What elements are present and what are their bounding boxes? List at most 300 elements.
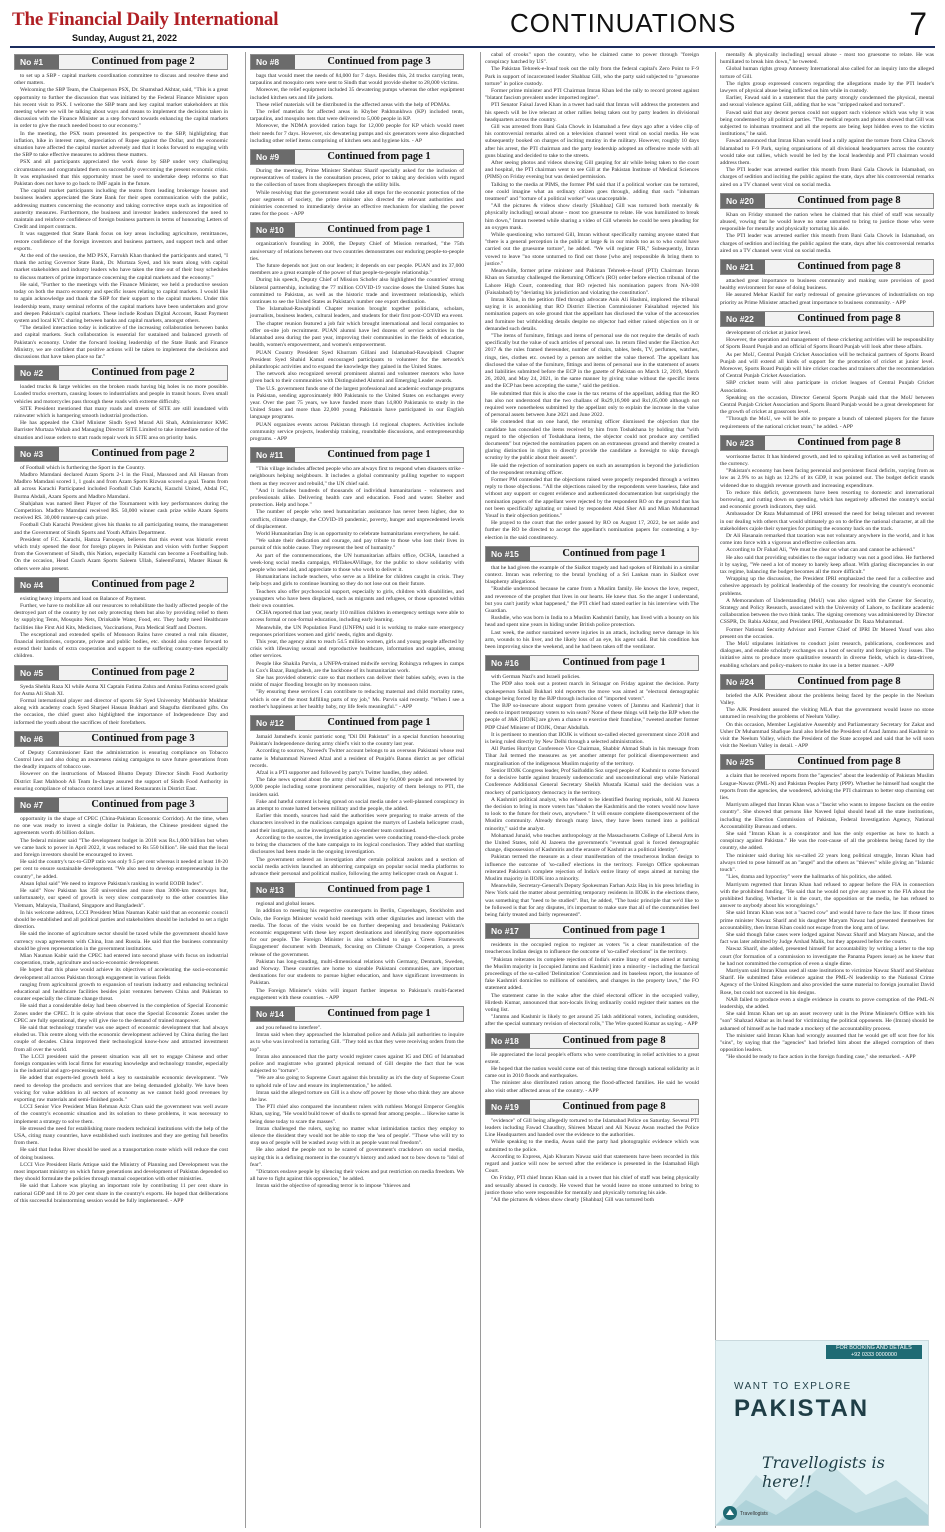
article-paragraph: The future depends not just on our leaders; it depends on our people. PUAN and its 37,000 members are a great example of the power of that people-to-people relationship." bbox=[250, 263, 464, 277]
article-paragraph: Meanwhile, the UN Population Fund (UNFPA) said it is working to make sure emergency responses prioritizes women and girls' needs, rights and dignity. bbox=[250, 624, 464, 638]
article-paragraph: He appreciated the local people's efforts who were contributing in relief activities to a great extent. bbox=[485, 1051, 699, 1065]
article-paragraph: The minister said Imran Khan had wrongly assumed that he would get off scot free for his "sins", by saying that the "agencies" had briefed him about the alleged corruption of then opposition leaders. bbox=[720, 1032, 934, 1054]
continued-from-label: Continued from page 8 bbox=[797, 756, 901, 768]
continuation-header bbox=[250, 222, 464, 238]
article-paragraph: The MoU stipulates initiatives to conduct joint research, publications, conferences and dialogues, and enable scholarly exchanges on a host of security and foreign policy issues. The initiative aims to produce more qualitative research in diverse fields, which is data-driven, enabling scholars and policy-makers to make its use in a better manner. - APP bbox=[720, 641, 934, 669]
article-paragraph: The relief materials for affected areas in Khyber Pakhtunkhwa (KP) included tents, tarpaulins, and mosquito nets that were delivered to 5,000 people in KP. bbox=[250, 109, 464, 123]
article-paragraph: The statement came in the wake after the chief electoral officer in the occupied valley, Hirdesh Kumar, announced that non-locals living ordinarily could register their names on the voting list. bbox=[485, 992, 699, 1013]
article-paragraph: The PTI chief also compared the incumbent rulers with ruthless Mongol Emperor Genghis Khan, saying, "He would build tower of skulls to spread fear among people.... likewise same is being done today to scare the masses". bbox=[250, 1104, 464, 1125]
article-paragraph: He said" Now Pakistan has 350 universities and more than 3000-km motorways but, unfortunately, our speed of growth is very slow comparatively to the other countries like Vietnam, Malaysia, Thailand, Singapore and Bangladesh". bbox=[14, 888, 228, 909]
article-paragraph: She said though false cases were lodged against Nawaz Sharif and Maryam Nawaz, and the fact was later admitted by Judge Arshad Malik, but they appeared before the courts. bbox=[720, 931, 934, 946]
article-paragraph: According to sources, Naveed's Twitter account belongs to an overseas Pakistani whose real name is Muhammad Naveed Afzal and a resident of Punjab's Bannu district as per official records. bbox=[250, 748, 464, 769]
article-paragraph: He said that Indus River should be used as a transportation route which will reduce the cost of doing business. bbox=[14, 1147, 228, 1161]
continuation-header bbox=[250, 715, 464, 731]
article-paragraph: mentally & physically including] sexual abuse - most too gruesome to relate. He was humiliated to break him down," he tweeted. bbox=[720, 52, 934, 66]
article-paragraph: cabal of crooks" upon the country, who he claimed came to power through "foreign conspiracy hatched by US". bbox=[485, 52, 699, 66]
continued-from-label: Continued from page 8 bbox=[797, 312, 901, 324]
article-paragraph: SBP cricket team will also participate in cricket leagues of Central Punjab Cricket Association. bbox=[720, 380, 934, 394]
continued-article bbox=[720, 674, 934, 751]
article-paragraph: Khan on Friday stunned the nation when he claimed that his chief of staff was sexually abused, vowing that he would leave no stone unturned to bring to justice those who were responsible for mentally and physically torturing his aide. bbox=[720, 211, 934, 233]
article-paragraph: Jamaid Jamshed's iconic patriotic song "Dil Dil Pakistan" in a special function honouring Pakistan's Independence during army chief's visit to the country last year. bbox=[250, 734, 464, 748]
continued-from-label: Continued from page 1 bbox=[327, 884, 431, 896]
continued-article bbox=[14, 797, 228, 1205]
article-paragraph: This year, the agency aims to reach 54.5 million women, girls and young people affected by crisis with lifesaving sexual and reproductive healthcare, information and supplies, among other services. bbox=[250, 639, 464, 660]
article-paragraph: While questioning who tortured Gill, Imran without specifically naming anyone stated that "there is a general perception in the public at large & in our minds too as to who could have carried out the gruesome torture", he added. "We will register FIR," Subsequently, Imran vowed to leave "no stone unturned to find out those [who are] responsible & bring them to justice." bbox=[485, 232, 699, 267]
continued-article bbox=[720, 754, 934, 1061]
continued-article bbox=[485, 1099, 699, 1204]
continued-article bbox=[720, 52, 934, 189]
article-paragraph: "He should be ready to face action in the foreign funding case," she remarked. - APP bbox=[726, 1054, 916, 1061]
article-paragraph: Syeda Shehla Raza XI while Asma XI Captain Fatima Zahra and Amina Fatima scored goals for Asma Ali Shah XI. bbox=[14, 683, 228, 697]
article-paragraph: "Pakistan's economy has been facing perennial and persistent fiscal deficits, varying from as low as 2.9% to as high as 12.2% of its GDP, it was pointed out. The budget deficit stands widened due to sluggish revenue growth and increasing expenditure. bbox=[720, 468, 934, 489]
article-paragraph: The minister also distributed ration among the flood-affected families. He said he would also visit other affected areas of the country. - APP bbox=[485, 1080, 699, 1094]
column-2 bbox=[245, 52, 466, 1528]
continuation-header bbox=[14, 665, 228, 681]
article-paragraph: Senior IIOJK Congress leader, Prof Saifuddin Soz urged people of Kashmir to come forward for a decisive battle against brazenly undemocratic and unconstitutional step while National Conference Additional General Secretary Sheikh Mustafa Kamal said the decision was a mockery of participatory democracy in the territory. bbox=[485, 767, 699, 796]
article-paragraph: "Rushdie understood because he came from a Muslim family. He knows the love, respect, and reverence of the prophet that lives in our hearts. He knew that. So the anger I understand, but you can't justify what happened," the PTI chief had stated earlier in his interview with The Guardian. bbox=[485, 586, 699, 615]
continuation-header bbox=[485, 546, 699, 562]
article-paragraph: Wrapping up the discussion, the President IPRI emphasized the need for a collective and cohesive approach by political leadership of the country for resolving the country's economic problems. bbox=[720, 576, 934, 597]
article-number: No #4 bbox=[15, 578, 59, 592]
article-number: No #7 bbox=[15, 798, 59, 812]
article-paragraph: World Humanitarian Day is an opportunity to celebrate humanitarians everywhere, he said. bbox=[256, 530, 460, 537]
article-paragraph: of Football which is furthering the Sport in the Country. bbox=[20, 464, 146, 471]
article-paragraph: PUAN organizes events across Pakistan through 14 regional chapters. Activities include community service projects, leadership training, roundtable discussions, and entrepreneurship programs. - APP bbox=[250, 421, 464, 442]
continued-from-label: Continued from page 1 bbox=[562, 657, 666, 669]
issue-date: Sunday, August 21, 2022 bbox=[72, 33, 178, 43]
article-paragraph: It was suggested that State Bank focus on key areas including agriculture, remittances, restore confidence of the foreign investors and business partners, and support tech and other exports. bbox=[14, 231, 228, 252]
article-number: No #21 bbox=[721, 260, 765, 274]
article-paragraph: PSX and all participants appreciated the work done by SBP under very challenging circumstances and congratulated them on successfully overcoming the present economic crisis. It was emphasised that this opportunity must be used to undertake deep reforms so that Pakistan does not have to go back to IMF again in the future. bbox=[14, 159, 228, 188]
article-paragraph: Football Club Karachi President gives his thanks to all participating teams, the management and the Government of Sindh Sports and Youth Affairs Department. bbox=[14, 522, 228, 536]
article-paragraph: "Dictators enslave people by silencing their voices and put restriction on media freedom. We all have to fight against this oppression," he added. bbox=[250, 1169, 464, 1183]
article-paragraph: He hoped that the nation would come out of this testing time through national solidarity as it came out in 2010 floods and earthquakes. bbox=[485, 1066, 699, 1080]
continued-from-label: Continued from page 2 bbox=[91, 367, 195, 379]
article-paragraph: Mian Nauman Kabir said the CPEC had entered into second phase with focus on industrial cooperation, trade, agriculture and socio-economic development. bbox=[14, 952, 228, 967]
article-paragraph: Moreover, the NDMA provided ration bags for 12,000 people for KP which would meet their needs for 7 days. However, six dewatering pumps and six generators were also dispatched including other relief items comprising of kitchen sets and hygiene kits. - AP bbox=[250, 123, 464, 144]
continued-article bbox=[14, 365, 228, 442]
continued-article bbox=[485, 923, 699, 1028]
article-number: No #12 bbox=[251, 716, 295, 730]
continued-from-label: Continued from page 8 bbox=[562, 1034, 666, 1046]
article-paragraph: The government ordered an investigation after certain political zealots and a section of social media activists launched an abhorring campaign on popular social media platforms to advance their personal and political malice, following the army helicopter crash on August 1. bbox=[250, 856, 464, 877]
travel-advertisement[interactable] bbox=[715, 1340, 929, 1526]
article-paragraph: As part of the commemorations, the UN humanitarian affairs office, OCHA, launched a week-long social media campaign, #ItTakesAVillage, for the public to show solidarity with people who need aid, and appreciate to those who work to deliver it. bbox=[250, 552, 464, 573]
article-paragraph: The U.S. government funds one of the largest professional and academic exchange programs in Pakistan, sending approximately 800 Pakistanis to the United States on exchanges every year. Over the past 75 years, we have funded more than 14,800 Pakistanis to study in the United States and more than 22,000 young Pakistanis have participated in our English language programs. bbox=[250, 385, 464, 421]
article-paragraph: development of cricket at junior level. bbox=[726, 329, 812, 336]
continued-from-label: Continued from page 2 bbox=[91, 578, 195, 590]
article-paragraph: After seeing photos and videos showing Gill gasping for air while being taken to the court and hospital, the PTI chairman went to see Gill at the Pakistan Institute of Medical Sciences (PIMS) on Friday evening but was denied permission. bbox=[485, 160, 699, 181]
continued-from-label: Continued from page 1 bbox=[327, 717, 431, 729]
continuation-header bbox=[14, 446, 228, 462]
article-paragraph: He also said that providing subsidies to the sugar industry was not a good idea. He furthered it by saying, "We need a lot of money to barely keep afloat. With glaring discrepancies in our tax regime, balancing the budget becomes all the more difficult." bbox=[720, 554, 934, 575]
article-paragraph: attached great importance to business community and making sure provision of good healthy environment for ease of doing business. bbox=[720, 278, 934, 292]
continued-from-label: Continued from page 8 bbox=[797, 436, 901, 448]
article-paragraph: Dr Ali Hasanain remarked that taxation was not voluntary anywhere in the world, and it has come into force with a vigorous and effective collection arm. bbox=[720, 532, 934, 547]
continued-article bbox=[720, 435, 934, 670]
article-paragraph: "We are also going to Supreme Court against this brutality as it's the duty of Supreme Court to uphold rule of law and ensure its implementation," he added. bbox=[250, 1075, 464, 1089]
article-paragraph: The chapter reunion featured a job fair which brought international and local companies to offer on-site job recruitment. PUAN alumni have led dozens of service activities in the Islamabad area during the past year, improving their communities in the fields of education, health, women's empowerment, and women's empowerment. bbox=[250, 320, 464, 349]
article-number: No #16 bbox=[486, 656, 530, 670]
article-paragraph: She said "Imran Khan is a conspirator and has the only expertise as how to hatch a conspiracy against Pakistan." He was the root-cause of all the problems being faced by the country, she added. bbox=[720, 831, 934, 852]
article-paragraph: He said the rejection of nomination papers on such an assumption is beyond the jurisdiction of the respondent returning officer. bbox=[485, 462, 699, 476]
article-paragraph: All Parties Hurriyat Conference Vice Chairman, Shabbir Ahmad Shah in his message from Tihar Jail termed the measures as yet another attempt for political disempowerment and marginalisation of the indigenous Muslim majority of the territory. bbox=[485, 746, 699, 767]
article-paragraph: "All the pictures & videos show clearly [Shahbaz] Gill was tortured both bbox=[491, 1197, 655, 1204]
article-number: No #20 bbox=[721, 194, 765, 208]
continued-article bbox=[14, 731, 228, 793]
continued-from-label: Continued from page 3 bbox=[327, 56, 431, 67]
article-paragraph: The PTI leader was arrested earlier this month from Bani Gala Chowk in Islamabad, on charges of sedition and inciting the public against the state, days after his controversial remarks aired on a TV channel went viral on social media. bbox=[720, 233, 934, 254]
article-paragraph: PTI Senator Faisal Javed Khan in a tweet had said that Imran will address the protesters and his speech will be live telecast at other rallies being taken out by party leaders in divisional headquarters across the country. bbox=[485, 102, 699, 123]
article-paragraph: Afzal is a PTI supporter and followed by party's Twitter handles, they added. bbox=[256, 770, 429, 777]
article-paragraph: "All the pictures & videos show clearly [Shahbaz] Gill was tortured both mentally & physically including] sexual abuse - most too gruesome to relate. He was humiliated to break him down," Imran tweeted while sharing a video of Gill wherein he could be seen pleading for an oxygen mask. bbox=[485, 203, 699, 231]
continuation-header bbox=[720, 754, 934, 770]
article-paragraph: He prayed to the court that the order passed by RO on August 17, 2022, be set aside and further the RO be directed to accept the appellant's nomination papers for contesting a by-election in the said constituency. bbox=[485, 520, 699, 541]
article-paragraph: During the meeting, Prime Minister Shehbaz Sharif specially asked for the inclusion of representatives of traders in the consultation process, prior to taking any decision with regard to the collection of taxes from shopkeepers through the utility bills. bbox=[250, 168, 464, 189]
article-number: No #25 bbox=[721, 755, 765, 769]
ad-headline-line1: WANT TO EXPLORE bbox=[734, 1381, 852, 1392]
continued-article bbox=[14, 577, 228, 661]
continued-from-label: Continued from page 1 bbox=[327, 151, 431, 163]
continuation-header bbox=[14, 54, 228, 70]
continuation-header bbox=[250, 447, 464, 463]
newspaper-name: The Financial Daily International bbox=[12, 9, 279, 30]
section-title: CONTINUATIONS bbox=[510, 8, 737, 38]
continued-article bbox=[250, 447, 464, 711]
article-paragraph: "Jammu and Kashmir is likely to get around 25 lakh additional voters, including outsiders, after the special summary revision of electoral rolls," The Wire quoted Kumar as saying. - APP bbox=[485, 1014, 699, 1028]
article-paragraph: People like Shakila Parvin, a UNFPA-trained midwife serving Rohingya refugees in camps in Cox's Bazar, Bangladesh, are the backbone of its humanitarian work. bbox=[250, 660, 464, 674]
article-paragraph: Further, we have to mobilize all our resources to rehabilitate the badly affected people of the destroyed part of the country by not only protecting them but also by providing relief to them by supplying Tents, Mosquito Nets, Drinkable Water, Food, etc. They badly need Healthcare facilities like First Aid Kits, Medicines, Vaccinations, Para Medical Staff and Doctors. bbox=[14, 603, 228, 631]
article-paragraph: loaded trucks & large vehicles on the broken roads having big holes is no more possible. Loaded trucks overturn, causing losses to industrialists and people in transit hours. Even small vehicles and motorcycles pass through these roads with extreme difficulty. bbox=[14, 384, 228, 405]
article-paragraph: The AJK President assured the visiting MLA that the government would leave no stone unturned in resolving the problems of Neelum Valley. bbox=[720, 707, 934, 721]
ad-banner-text: FOR BOOKING AND DETAILS bbox=[836, 1345, 912, 1351]
article-paragraph: "The detailed interaction today is indicative of the increasing collaboration between banks and capital markets. Such collaboration is essential for sustained and balanced growth of Pakistan's economy. Under the forward looking leadership of the State Bank and Finance Ministry, we are confident that positive actions will be taken to implement the decisions and discussions that have taken place so far." bbox=[14, 325, 228, 360]
article-number: No #13 bbox=[251, 883, 295, 897]
article-paragraph: organization's founding in 2008, the Deputy Chief of Mission remarked, "the 75th anniversary of relations between our two countries demonstrates our enduring people-to-people ties. bbox=[250, 241, 464, 262]
article-paragraph: The number of people who need humanitarian assistance has never been higher, due to conflicts, climate change, the COVID-19 pandemic, poverty, hunger and unprecedented levels of displacement. bbox=[250, 509, 464, 530]
article-paragraph: He hoped that this phase would achieve its objectives of accelerating the socio-economic development all across Pakistan through engagement in various fields bbox=[14, 967, 228, 981]
continuation-header bbox=[720, 311, 934, 327]
article-paragraph: The BJP so-insecure about support from genuine voters of [Jammu and Kashmir] that it needs to import temporary voters to win seats? None of these things will help the BJP when the people of J&K [IIOJK] are given a chance to exercise their franchise," tweeted another former PDP Chief Minister of IIOJK, Omar Abdullah. bbox=[485, 703, 699, 731]
article-paragraph: Marriyum alleged that Imran Khan was a "fascist who wants to impose fascism on the entire country". She showed that persons like Naveed Iqbal should head all the state institutions, including the Election Commission of Pakistan, Federal Investigation Agency, National Accountability Bureau and others. bbox=[720, 802, 934, 830]
article-paragraph: LCCI Vice President Haris Attique said the Ministry of Planning and Development was the most important ministry on which future generations and development of Pakistan depended so they should formulate the policies through mutual cooperation with other ministries. bbox=[14, 1161, 228, 1183]
page-number: 7 bbox=[909, 6, 927, 42]
article-number: No #18 bbox=[486, 1034, 530, 1048]
article-paragraph: "Lies, drama and hypocrisy" were the hallmarks of his politics, she added. bbox=[726, 874, 893, 881]
article-paragraph: Imran said the alleged torture on Gill is a show off power by those who think they are above the law. bbox=[250, 1089, 464, 1103]
article-paragraph: The network also recognized several prominent alumni and volunteer mentors who have given back to their communities with Distinguished Alumni and Emerging Leader awards. bbox=[250, 371, 464, 385]
article-paragraph: Mohamad Junaid, who teaches anthropology at the Massachusetts College of Liberal Arts in the United States, told Al Jazeera the government's "eventual goal is forced demographic change, dispossession of Kashmiris and the erasure of Kashmir as a political identity". bbox=[485, 832, 699, 854]
article-paragraph: However on the instructions of Masood Bhutto Deputy Director Sindh Food Authority District East Mahboob Ali Team In-charge assured the support of Sindh Food Authority in ensuring compliance of tobacco control laws at listed Restaurants in District East. bbox=[14, 771, 228, 792]
continued-from-label: Continued from page 8 bbox=[797, 261, 901, 273]
continued-from-label: Continued from page 8 bbox=[562, 1100, 666, 1112]
continuation-header bbox=[14, 577, 228, 593]
continued-from-label: Continued from page 1 bbox=[327, 224, 431, 236]
article-paragraph: She said Imran Khan was not a "sacred cow" and would have to face the law. If those times prime minister Nawaz Sharif and his daughter Maryam Nawaz had presented themselves for accountability, then Imran Khan could not escape from the long arm of law. bbox=[720, 910, 934, 931]
continued-article bbox=[250, 222, 464, 443]
article-paragraph: He said the income of agriculture sector should be taxed while the government should have currency swap agreements with China, Iran and Russia. He said that the business community should be given representation in the government institutions. bbox=[14, 931, 228, 952]
article-paragraph: Rushdie, who was born in India to a Muslim Kashmiri family, has lived with a bounty on his head and spent nine years in hiding under British police protection. bbox=[485, 615, 699, 629]
article-number: No #17 bbox=[486, 924, 530, 938]
article-paragraph: He submitted that this is also the case in the tax returns of the appellant, adding that the RO has also not understood that the two challans of Rs29,16,900 and Rs1,05,000 although not required were nonetheless submitted by the appellant only to explain the increase in the value of personal assets between June 2021 and June 2022. bbox=[485, 390, 699, 419]
continued-article bbox=[250, 715, 464, 878]
continuation-header bbox=[485, 655, 699, 671]
article-paragraph: Marriyum said Imran Khan used all state institutions to victimize Nawaz Sharif and Shehbaz Sharif. He submitted false evidence against the PML-N leadership to the National Crime Agency of the United Kingdom and also provided the same material to foreign journalist David Rose, but could not succeed in his designs. bbox=[720, 967, 934, 996]
article-paragraph: Meanwhile, Secretary-General's Deputy Spokesman Farhan Aziz Haq in his press briefing in New York said the matter about permitting temporary residents in IIOJK in the elections there, was something that "need to be studied". But, he added, "The basic principle that we'd like to be followed is that for any disputes, it's important to make sure that all of the communities feel being fairly treated and fairly represented". bbox=[485, 883, 699, 918]
continued-from-label: Continued from page 3 bbox=[91, 732, 195, 744]
article-number: No #15 bbox=[486, 547, 530, 561]
article-paragraph: Imran said when they approached the Islamabad police and Adiala jail authorities to inquire as to who was involved in torturing Gill. "They told us that they were receiving orders from the top". bbox=[250, 1032, 464, 1053]
continuation-header bbox=[250, 54, 464, 70]
article-paragraph: "We salute their dedication and courage, and pay tribute to those who lost their lives in pursuit of this noble cause. They represent the best of humanity." bbox=[250, 538, 464, 552]
continuation-header bbox=[14, 365, 228, 381]
continued-article bbox=[14, 446, 228, 573]
article-paragraph: to set up a SBP - capital markets coordination committee to discuss and resolve these and other matters. bbox=[14, 73, 228, 87]
article-paragraph: At the end of the session, the MD PSX, Farrukh Khan thanked the participants and stated, "I thank the acting Governor State Bank, Dr. Murtaza Syed, and his team along with capital market stakeholders and industry leaders who have taken the time out of their busy schedules to discuss matters of prime importance concerning the capital markets and the economy." bbox=[14, 253, 228, 281]
article-number: No #14 bbox=[251, 1007, 295, 1021]
ad-booking-banner bbox=[826, 1345, 922, 1359]
continued-from-label: Continued from page 3 bbox=[91, 799, 195, 811]
article-paragraph: LCCI Senior Vice President Mian Rehman Aziz Chan said the government was well aware of the country's economic situation and its solution to these problems, it was necessary to implement a strategy to solve them. bbox=[14, 1104, 228, 1125]
article-paragraph: A Memorandum of Understanding (MoU) was also signed with the Center for Security, Strategy and Policy Research, associated with the University of Lahore, to facilitate academic collaboration between the two think tanks. The signing ceremony was administered by Director CSSPR, Dr. Rabia Akhtar, and President IPRI, Ambassador Dr. Raza Muhammad. bbox=[720, 597, 934, 626]
article-paragraph: bags that would meet the needs of 84,000 for 7 days. Besides this, 24 trucks carrying tents, tarpaulins and mosquito nets were sent to Sindh that would provide shelter to 28,000 victims. bbox=[250, 73, 464, 87]
article-paragraph: The federal minister said "The development budget in 2018 was Rs.1,000 billion but when we came back to power in April 2022, it was reduced to Rs 550 billion". He said that the local and foreign investors should be encouraged to invest. bbox=[14, 837, 228, 859]
continuation-header bbox=[250, 149, 464, 165]
continuation-header bbox=[250, 1006, 464, 1022]
article-number: No #22 bbox=[721, 312, 765, 326]
columns-area bbox=[10, 52, 935, 1528]
article-number: No #9 bbox=[251, 150, 295, 164]
continuation-header bbox=[720, 259, 934, 275]
article-paragraph: Fawad said that any decent person could not support such violence which was why it was being condemned by all political parties. "The medical reports and photos showed that Gill was subjected to inhuman treatment and all the reports are being kept hidden even to the victim institutions," he said. bbox=[720, 109, 934, 138]
ad-tagline: Travellogists is here!! bbox=[762, 1453, 885, 1491]
article-paragraph: Marriyum regretted that Imran Khan had refused to appear before the FIA in connection with the prohibited funding. "He said that he would not give any answer to the FIA about the prohibited funding. Whether it is the court, the opposition or the media, he has refused to answer to anybody about his wrongdoings." bbox=[720, 881, 934, 910]
continued-article bbox=[250, 54, 464, 145]
article-paragraph: Earlier this month, sources had said the authorities were preparing to make arrests of the characters involved in the malicious campaign against the martyrs of Lasbela helicopter crash, and their instigators, as the investigation by a six-member team continued. bbox=[250, 813, 464, 834]
article-paragraph: that he had given the example of the Sialkot tragedy and had spoken of Rimbahi in a similar context. Imran was referring to the brutal lynching of a Sri Lankan man in Sialkot over blasphemy allegations. bbox=[485, 564, 699, 586]
article-paragraph: Fake and hateful content is being spread on social media under a well-planned conspiracy in an attempt to create hatred between military and the people, the added. bbox=[250, 798, 464, 813]
article-paragraph: "This village includes affected people who are always first to respond when disasters strike - neighbours helping neighbours. It includes a global community pulling together to support them as they recover and rebuild," the UN chief said. bbox=[250, 466, 464, 487]
continued-from-label: Continued from page 1 bbox=[327, 1007, 431, 1019]
article-paragraph: He assured Mehar Kashif for early redressal of genuine grievances of industrialists on top priority as Prime Minister attached great importance to business community. - APP bbox=[720, 292, 934, 306]
article-paragraph: He stressed the need for establishing more modern technical institutions with the help of the USA, citing many countries, have established such institutes and they are getting full benefits from them. bbox=[14, 1125, 228, 1147]
article-paragraph: He added that experts-led growth held a key to sustainable economic development. "We need to develop the products and services that are being demanded globally. We have been voicing for value addition in all sectors of economy as we cannot hold good revenues by exporting raw materials and semi-finished goods." bbox=[14, 1075, 228, 1103]
ad-logo-text: Travellogists bbox=[740, 1511, 768, 1517]
article-number: No #6 bbox=[15, 732, 59, 746]
article-paragraph: On Friday, PTI chief Imran Khan said in a tweet that his chief of staff was being physically and sexually abused in custody. He vowed that he would leave no stone unturned to bring to justice those who were responsible for mentally and physically torturing his aide. bbox=[485, 1175, 699, 1196]
article-paragraph: The Pakistan Tehreek-e-Insaf took out the rally from the federal capital's Zero Point to F-9 Park in support of incarcerated leader Shahbaz Gill, who the party said subjected to "gruesome torture" in police custody. bbox=[485, 66, 699, 87]
article-paragraph: She has provided obstetric care so that mothers can deliver their babies safely, even in the midst of major flooding brought on by monsoon rains. bbox=[250, 675, 464, 689]
continuation-header bbox=[14, 797, 228, 813]
article-paragraph: It is pertinent to mention that IIOJK is without so-called elected government since 2018 and is being ruled directly by New Delhi through a selected administration. bbox=[485, 731, 699, 746]
continued-article bbox=[485, 546, 699, 651]
continuation-header bbox=[14, 731, 228, 747]
article-number: No #1 bbox=[15, 55, 59, 69]
article-paragraph: Teachers also offer psychosocial support, especially to girls, children with disabilities, and youngsters who have been displaced, such as migrants and refugees, or those uprooted within their own countries. bbox=[250, 588, 464, 609]
article-paragraph: On this occasion, Member Legislative Assembly and Parliamentary Secretary for Zakat and Usher Dr Muhammad Shafique Jaral also briefed the President of Azad Jammu and Kashmir to visit the Neelum Valley, which the President of the State accepted and said that he will soon visit the Neelum Valley in detail. - APP bbox=[720, 721, 934, 750]
article-paragraph: While resolving that the government would take all steps for the economic protection of the poor segments of society, the prime minister also directed the relevant authorities and ministries concerned to immediately devise an effective mechanism for slashing the power rates for the poor. - APP bbox=[250, 189, 464, 218]
continued-from-label: Continued from page 2 bbox=[91, 666, 195, 678]
continuation-header bbox=[250, 882, 464, 898]
continued-article bbox=[485, 655, 699, 919]
continued-article bbox=[250, 882, 464, 1002]
continued-article bbox=[485, 52, 699, 542]
article-number: No #11 bbox=[251, 448, 295, 462]
article-paragraph: The PDP also took out a protest march in Srinagar on Friday against the decision. Party spokesperson Suhail Bukhari told reporters the move was aimed at "electoral demographic change being forced by the BJP through inclusion of "imported voters". bbox=[485, 681, 699, 702]
article-paragraph: The capital market participants including the teams from leading brokerage houses and business leaders appreciated the State Bank for their open communication with the public, addressing matters concerning the economy and taking corrective steps such as imposition of austerity measures. Furthermore, the business and investor leaders underscored the need to maintain and reinforce confidence of foreign business partners in terms of honouring Letters of Credit and import contracts. bbox=[14, 188, 228, 231]
article-paragraph: He also asked the people not to be scared of government's crackdown on social media, saying this is a defining moment in the country's history and asked not to bow down to "idol of fear". bbox=[250, 1147, 464, 1168]
article-paragraph: Former National Security Advisor and Former Chief of IPRI Dr Moeed Yusuf was also present on the occasion. bbox=[720, 626, 934, 640]
continued-from-label: Continued from page 1 bbox=[562, 925, 666, 937]
column-1 bbox=[10, 52, 230, 1528]
article-paragraph: ranging from agricultural growth to expansion of tourism industry and enhancing technical educational and healthcare facilities besides joint ventures between China and Pakistan to counter especially the climate change threat. bbox=[14, 981, 228, 1003]
article-paragraph: Imran also announced that the party would register cases against IG and DIG of Islamabad police and magistrate who granted physical remand of Gill despite the fact that he was subjected to "torture". bbox=[250, 1053, 464, 1075]
continuation-header bbox=[720, 674, 934, 690]
article-paragraph: President of F.C. Karachi, Hamza Farooque, believes that this event was historic event which truly opened the door for foreign players in Pakistan and vision with further Support from the Government of Sindh, this Nation, especially Karachi can become a Footballing hub. On the occasion, Head Coach Azam Sports Saleem Ullah, SaleemFatmi, Master Riasat & others were also present. bbox=[14, 536, 228, 572]
continuation-header bbox=[720, 193, 934, 209]
continuation-header bbox=[485, 1033, 699, 1049]
continued-article bbox=[14, 665, 228, 727]
article-paragraph: According to Dr Fahad Ali, "We must be clear on what can and cannot be achieved." bbox=[726, 547, 916, 554]
article-paragraph: Humanitarians include teachers, who serve as a lifeline for children caught in crisis. They help boys and girls to continue learning so they do not lose out on their future. bbox=[250, 574, 464, 588]
article-paragraph: Nawaz Sharif, she added, presented himself for accountability by writing a letter to the top court (for formation of a commission to investigate the Panama Papers issue) as he knew that he had not committed the corruption of even a single dime. bbox=[720, 946, 934, 967]
article-paragraph: He said, "Further to the meetings with the Finance Minister, we held a productive session today on both the macro economy and specific issues relating to capital markets. I would like to again acknowledge and thank the SBP for their support to the capital markets. Under this leadership team, many seminal reforms of the capital markets have been undertaken and grow and deepen Pakistan's capital markets. These include Roshan Digital Account, Raast Payment system and local KYC sharing between banks and capital markets, amongst others. bbox=[14, 281, 228, 324]
masthead bbox=[10, 6, 935, 48]
article-paragraph: OCHA reported that last year, nearly 110 million children in emergency settings were able to access formal or non-formal education, including early learning. bbox=[250, 610, 464, 624]
travellogists-logo-icon bbox=[722, 1505, 738, 1521]
article-paragraph: opportunity in the shape of CPEC (China-Pakistan Economic Corridor). At the time, when no one was ready to invest a single dollar in Pakistan, the Chinese president signed the agreements worth 46 billion dollars. bbox=[14, 816, 228, 837]
article-number: No #23 bbox=[721, 436, 765, 450]
article-paragraph: The rights group expressed concern regarding the allegations made by the PTI leader's lawyers of physical abuse being inflicted on him while in custody. bbox=[720, 80, 934, 95]
article-paragraph: and you refused to interfere". bbox=[256, 1024, 322, 1031]
article-paragraph: He said that Lahore was playing an important role by contributing 11 per cent share in national GDP and 18 to 20 per cent share in the country's exports. He hoped that deliberations of this successful brainstorming session would be fully implemented. - APP bbox=[14, 1183, 228, 1204]
article-paragraph: Formal international player and director of sports Sir Syed University Mubbashir Mukhtar along with academy coach Syed Sharjeel Hassan Bukhari and Shagufta distributed gifts. On the occasion, the chief guest also highlighted the importance of Independence Day and informed the youth about the sacrifices of their forefathers. bbox=[14, 698, 228, 726]
article-paragraph: In the meeting, the PSX team presented its perspective to the SBP, highlighting that inflation, hike in interest rates, depreciation of Rupee against the Dollar, and the economic situation have affected the capital market adversely and that it looks forward to engaging with the SBP to take effective measures to address these matters. bbox=[14, 130, 228, 159]
continued-article bbox=[720, 311, 934, 431]
article-paragraph: "Through the MoU, we will be able to prepare a bunch of talented players for the future requirements of the national cricket team," he added. - APP bbox=[720, 416, 934, 430]
article-paragraph: Imran Khan, in the petition filed through advocate Anis Ali Hashmi, implored the tribunal saying it is astonishing that RO District Election Commissioner Faisalabad rejected his nomination papers on sole ground that the appellant has disclosed the value of the accessories and furniture but withholding details despite no objector had either raised objection on it or demanded such details. bbox=[485, 296, 699, 332]
continued-article bbox=[250, 1006, 464, 1191]
article-paragraph: Former PM contended that the objections raised were properly responded through a written reply to those objections. "All the objections raised by the respondents were baseless, fake and without any support or cogent evidence and authenticated documentation but surprisingly the nomination papers of the appellant were rejected by the respondent RO on the ground that has not been specifically agitating or raised by respondent Abid Sher Ali and Mian Muhammad Youaf in their objection petitions." bbox=[485, 476, 699, 519]
article-paragraph: Meanwhile, former prime minister and Pakistan Tehreek-e-Insaf (PTI) Chairman Imran Khan on Saturday challenged the Returning Officer's (RO) order before election tribunal of the Lahore High Court, contending that RO rejected his nomination papers from NA-108 (Faisalabad) by "deviating his jurisdiction and violating the constitution". bbox=[485, 268, 699, 296]
article-paragraph: worrisome factor. It has hindered growth, and led to spiraling inflation as well as battering of the currency. bbox=[720, 453, 935, 467]
article-paragraph: Imran said the objective of spreading terror is to impose "thieves and bbox=[256, 1183, 411, 1190]
article-paragraph: of Deputy Commissioner East the administration is ensuring compliance on Tobacco Control laws and also doing an awareness raising campaigns to save future generations from the deadly impacts of tobacco use. bbox=[14, 749, 228, 771]
article-paragraph: "evidence" of Gill being allegedly tortured to the Islamabad Police on Saturday. Several PTI leaders including Fawad Chaudhry, Shireen Mazari and Ali Nawaz Awan reached the Police Line Headquarters and handed over the evidence to the authorities. bbox=[485, 1117, 699, 1139]
continued-from-label: Continued from page 1 bbox=[327, 449, 431, 461]
article-paragraph: The exceptional and extended spells of Monsoon Rains have created a real rain disaster, financial institutions, corporate, private and public bodies, etc. should also come forward to extend their hands of extra cooperation and support to the suffering country-men especially children. bbox=[14, 631, 228, 660]
article-paragraph: a claim that he received reports from the "agencies" about the leadership of Pakistan Muslim League-Nawaz (PML-N) and Pakistan Peoples Party (PPP). Whether he himself had sought the reports from the agencies, she wondered, advising the PTI chairman to better stop churning out lies. bbox=[720, 773, 934, 802]
article-number: No #5 bbox=[15, 666, 59, 680]
article-paragraph: According to Express, Ajab Khuram Nawaz said that statements have been recorded in this regard and justice will now be served after the evidence is presented in the Islamabad High Court. bbox=[485, 1153, 699, 1175]
continued-article bbox=[720, 259, 934, 307]
article-paragraph: Madbro Mamdani declared Azam Sports 2-1 in the Final, Massood and Ali Hassan from Madbro Mamdani scored 1, 1 goals and from Azam Sports Rizwan scored a goal. Teams from all across Karachi Participated included Football Club Karachi, Karachi United, Abdal FC, Burma Abdali, Azam Sports and Madbro Mamdani. bbox=[14, 471, 228, 500]
continuation-header bbox=[485, 923, 699, 939]
continued-from-label: Continued from page 8 bbox=[797, 675, 901, 687]
article-paragraph: The fake news spread about the army chief was liked by 64,000 people and retweeted by 9,000 people including some prominent personalities, majority of them belongs to PTI, the insiders said. bbox=[250, 777, 464, 798]
column-3 bbox=[480, 52, 701, 1528]
article-paragraph: Moreover, the relief equipment included 35 dewatering pumps whereas the other equipment included kitchen sets and life jackets. bbox=[250, 87, 464, 101]
article-number: No #3 bbox=[15, 447, 59, 461]
article-paragraph: Pakistan termed the measure as a clear manifestation of the treacherous Indian design to influence the outcome of 'so-called' elections in the territory. Foreign Office spokesman reiterated Pakistan's complete rejection of India's entire litany of steps aimed at turning the Muslim majority in IIOJK into a minority. bbox=[485, 854, 699, 882]
article-paragraph: Gill was arrested from Bani Gala Chowk in Islamabad a few days ago after a video clip of his controversial remarks aired on a television channel went viral on social media. He was subsequently booked on charges of inciting mutiny in the military. However, roughly 10 days after his arrest, the PTI chairman and the party leadership adopted an offensive mode with all guns blazing and decided to take to the streets. bbox=[485, 124, 699, 159]
article-paragraph: "By ensuring these services I can contribute to reducing maternal and child mortality rates, which is one of the most fulfilling parts of my job," Ms. Parvin said recently. "When I see a mother's happiness at her healthy baby, my life feels meaningful." - APP bbox=[250, 689, 464, 710]
continued-article bbox=[485, 1033, 699, 1095]
ad-banner-phone: +92 0333 0000000 bbox=[850, 1352, 898, 1358]
article-paragraph: The PTI leader was arrested earlier this month from Bani Gala Chowk in Islamabad, on charges of sedition and inciting the public against the state, days after his controversial remarks aired on a TV channel went viral on social media. bbox=[720, 167, 934, 188]
article-paragraph: Last week, the author sustained severe injuries in an attack, including nerve damage in his arm, wounds to his liver, and the likely loss of an eye, his agent said. But his condition has been improving since the weekend, and he had been taken off the ventilator. bbox=[485, 629, 699, 651]
article-paragraph: Imran challenged the rulers, saying no matter what intimidation tactics they employ to silence the dissident they would not be able to stop the 'sea of people'. "Those who will try to stop sea of people will be washed away with it as people want real freedom". bbox=[250, 1125, 464, 1147]
continued-article bbox=[14, 54, 228, 361]
continuation-header bbox=[720, 435, 934, 451]
article-number: No #19 bbox=[486, 1100, 530, 1114]
article-paragraph: Shahjahan was named Best Player of the Tournament with key performances during the Competition. Madbro Mamdani received RS. 50,000 winner cash prize while Azam Sports received RS. 30,000 runner-up cash prize. bbox=[14, 500, 228, 522]
article-paragraph: SITE President mentioned that many roads and streets of SITE are still inundated with rainwater which is hampering smooth industrial production. bbox=[14, 405, 228, 419]
article-paragraph: He contended that on one hand, the returning officer dismissed the objection that the candidate has concealed the items received by him from Toshakhana by holding that "with regard to the objection of Toshakhana items, the objector could not produce any certified documents" but rejected the nomination papers on an extraneous ground and thereby created a glaring distinction in rights to directly provide the candidate a foresight to skip through scrutiny by the public about their assets". bbox=[485, 419, 699, 462]
article-paragraph: To reduce this deficit, governments have been resorting to domestic and international borrowing, and cutting down on spending, which has negatively affected the country's social and economic growth indicators, they said. bbox=[720, 489, 934, 511]
article-paragraph: According to the sources, the investigation agencies were conducting round-the-clock probe to bring the characters of the hate campaign to its logical conclusion. They added that startling disclosures had been made in the ongoing investigation. bbox=[250, 834, 464, 856]
continued-from-label: Continued from page 2 bbox=[91, 447, 195, 459]
article-paragraph: Speaking on the occasion, Director General Sports Punjab said that the MoU between Central Punjab Cricket Association and Sports Board Punjab would be a great development for the growth of cricket at grassroots level. bbox=[720, 394, 934, 416]
article-paragraph: "Pakistan reiterates its complete rejection of India's entire litany of steps aimed at turning the Muslim majority in [occupied Jammu and Kashmir] into a minority - including the farcical proceedings of the so-called 'Delimitation' Commission and its baseless report, the issuance of fake Kashmiri domiciles to millions of outsiders, and changes in the property laws," the FO statement added. bbox=[485, 956, 699, 992]
continued-article bbox=[250, 149, 464, 218]
article-paragraph: In addition to meeting his respective counterparts in Berlin, Copenhagen, Stockholm and Oslo, the Foreign Minister would hold meetings with other dignitaries and interact with the media. The focus of the visits would be on further deepening and broadening Pakistan's economic engagement with these key export destinations and identifying more opportunities for our people. The Foreign Minister is also scheduled to sign a 'Green Framework Engagement' document with Denmark, focusing on Climate Change Cooperation, a press release of the government. bbox=[250, 908, 464, 958]
article-paragraph: As per MoU, Central Punjab Cricket Association will be technical partners of Sports Board Punjab and will extend all kinds of support for the promotion of cricket at junior level. Moreover, Sports Board Punjab will hire cricket coaches and trainers after the recommendation of Central Punjab Cricket Association. bbox=[720, 351, 934, 380]
continued-from-label: Continued from page 8 bbox=[797, 194, 901, 206]
article-number: No #24 bbox=[721, 675, 765, 689]
article-paragraph: Ambassador Dr Raza Muhammad of IPRI stressed the need for being tolerant and reverent in our dealing with others that would ultimately go on to define the national character, at all the stakeholders cajole their synergies for putting the economy back on the track. bbox=[720, 511, 934, 532]
article-number: No #2 bbox=[15, 366, 59, 380]
article-paragraph: He has appealed the Chief Minister Sindh Syed Murad Ali Shah, Administrator KMC Barrister Murtaza Wahab and Managing Director SITE Limited to take immediate notice of the situation and issue orders to start roads repair work in SITE area on priority basis. bbox=[14, 420, 228, 441]
article-paragraph: Talking to the media at PIMS, the former PM said that if a political worker can be tortured, one could imagine what an ordinary citizen goes through, adding that such "inhuman treatment" and "torture of a political worker" was unacceptable. bbox=[485, 181, 699, 203]
article-paragraph: He said that a considerable delay had been observed in the completion of Special Economic Zones under the CPEC. It is quite obvious that once the Special Economic Zones under the CPEC are fully operational, they will give rise to the demand of trained manpower. bbox=[14, 1003, 228, 1024]
article-paragraph: During his speech, Deputy Chief of Mission Schofer also highlighted the countries' strong bilateral partnership, including the 77 million COVID-19 vaccine doses the United States has committed to Pakistan, as well as the historic trade and investment relationship, which continues to see the United States as Pakistan's number one export destination. bbox=[250, 277, 464, 306]
article-paragraph: While speaking to the media, Awan said the party had photographic evidence which was submitted to the police. bbox=[485, 1139, 699, 1153]
ad-headline-line2: PAKISTAN bbox=[734, 1395, 870, 1422]
continuation-header bbox=[485, 1099, 699, 1115]
article-paragraph: Welcoming the SBP Team, the Chairperson PSX, Dr. Shamshad Akhtar, said, "This is a great opportunity to further the discussion that was initiated by the Federal Finance Minister upon his recent visit to PSX. I welcome the SBP team and key capital market stakeholders at this meeting where we will be talking about ways and means to implement the decisions taken in discussion with the Finance Minister as a step forward towards enhancing the capital markets in order to give the much needed boost to our economy." bbox=[14, 87, 228, 130]
continued-from-label: Continued from page 1 bbox=[562, 547, 666, 559]
article-paragraph: PUAN Country President Syed Khurram Gillani and Islamabad-Rawalpindi Chapter President Syed Shahid Kamal encouraged participants to volunteer for the network's philanthropic activities and to expand the knowledge they gained in the United States. bbox=[250, 349, 464, 370]
article-paragraph: The LCCI president said the present situation was all set to engage Chinese and other foreign companies with local firms for ensuring knowledge and technology transfer, especially in the industrial and agro-processing sectors. bbox=[14, 1053, 228, 1075]
article-paragraph: "And it includes hundreds of thousands of individual humanitarians - volunteers and professionals alike. Delivering health care and education. Food and water. Shelter and protection. Help and hope." bbox=[250, 487, 464, 509]
article-paragraph: with German Nazi's and Israeli policies. bbox=[491, 674, 581, 681]
article-paragraph: regional and global issues. bbox=[256, 901, 316, 908]
article-paragraph: "The items of furniture, fittings and items of personal use do not require the details of each specifically but the value of such articles of personal use. In return filed under the Election Act 2017 & the rules framed thereunder, number of chairs, tables, beds, TV, perfumes, watches, rings, ties, clothes etc. owned by a person are neither the value thereof. The appellant has disclosed the value of the furniture, fittings and items of personal use in the statement of assets and liabilities submitted before the ECP in the gazette of Pakistan on March 12, 2019, March 26, 2020, and May 24, 2021, in the same manner by giving value without the specific items and the ECP has been accepting the same," said the petition. bbox=[485, 332, 699, 390]
article-paragraph: residents in the occupied region to register as voters "is a clear manifestation of the treacherous Indian design to influence the outcome of 'so-called' elections" in the territory. bbox=[485, 942, 699, 956]
article-paragraph: He said the country's tax-to-GDP ratio was only 9.5 per cent whereas it needed at least 18-20 per cent to ensure sustainable development. "We also need to develop entrepreneurship in the country", he added. bbox=[14, 859, 228, 880]
article-paragraph: In his welcome address, LCCI President Mian Nauman Kabir said that an economic council should be established and all political parties and stakeholders should be included to set a right direction. bbox=[14, 909, 228, 931]
article-number: No #10 bbox=[251, 223, 295, 237]
article-paragraph: The minister said during his so-called 22 years long political struggle, Imran Khan had always tried to pose himself as an "angel" and the others as "thieves" while giving an "Islamic touch". bbox=[720, 852, 934, 874]
article-paragraph: The Islamabad-Rawalpindi Chapter reunion brought together politicians, scholars, journalists, business leaders, cultural leaders, and students for their first post-COVID era event. bbox=[250, 306, 464, 320]
article-paragraph: The Foreign Minister's visits will impart further impetus to Pakistan's multi-faceted engagement with these countries. - APP bbox=[250, 987, 464, 1001]
article-paragraph: existing heavy imports and load on Balance of Payment. bbox=[20, 595, 147, 602]
article-paragraph: A Kashmiri political analyst, who refused to be identified fearing reprisals, told Al Jazeera the decision to bring in more voters has "shaken the Kashmiris and the voters would now have to look to the future for their own, anywhere." It will ensure complete disempowerment of the Muslim community. Already through many laws, they have been turned into a political minority," said the analyst. bbox=[485, 796, 699, 832]
article-paragraph: Pakistan has long-standing, multi-dimensional relations with Germany, Denmark, Sweden, and Norway. These countries are home to sizeable Pakistani communities, are important destinations for our students to pursue higher education, and have significant investments in Pakistan. bbox=[250, 958, 464, 987]
continued-from-label: Continued from page 2 bbox=[91, 56, 195, 67]
article-paragraph: Ahsan Iqbal said" We need to improve Pakistan's ranking in world EODB Index". bbox=[20, 880, 203, 887]
article-paragraph: briefed the AJK President about the problems being faced by the people in the Neelum Valley. bbox=[720, 692, 934, 707]
article-paragraph: Fawad announced that Imran Khan would lead a rally against the torture from China Chowk Islamabad to F-9 Park, saying organisations of all divisional headquarters across the country would take out rallies, which would be led by the local leadership and PTI chairman would address them. bbox=[720, 138, 934, 167]
continued-article bbox=[720, 193, 934, 255]
article-paragraph: NAB failed to produce even a single evidence in courts to prove corruption of the PML-N leadership, she added. bbox=[720, 996, 934, 1010]
column-4 bbox=[715, 52, 936, 1528]
article-paragraph: Earlier, Fawad said in a statement that the party strongly condemned the physical, mental and sexual violence against Gill, adding that he was "stripped naked and tortured". bbox=[720, 95, 934, 109]
article-paragraph: He said that technology transfer was one aspect of economic development that had always eluded us. This centre along with the economic development achieved by China during the last couple of decades. China improved their technological know-how and attracted investment from all over the world. bbox=[14, 1024, 228, 1053]
article-paragraph: These relief materials will be distributed in the affected areas with the help of PDMAs. bbox=[256, 101, 451, 108]
article-paragraph: She said Imran Khan set up an asset recovery unit in the Prime Minister's Office with his "son" Shahzad Akbar as its head for victimizing the political opponents. He (Imran) should be ashamed of himself as he had made a mockery of the accountability process. bbox=[720, 1011, 934, 1032]
